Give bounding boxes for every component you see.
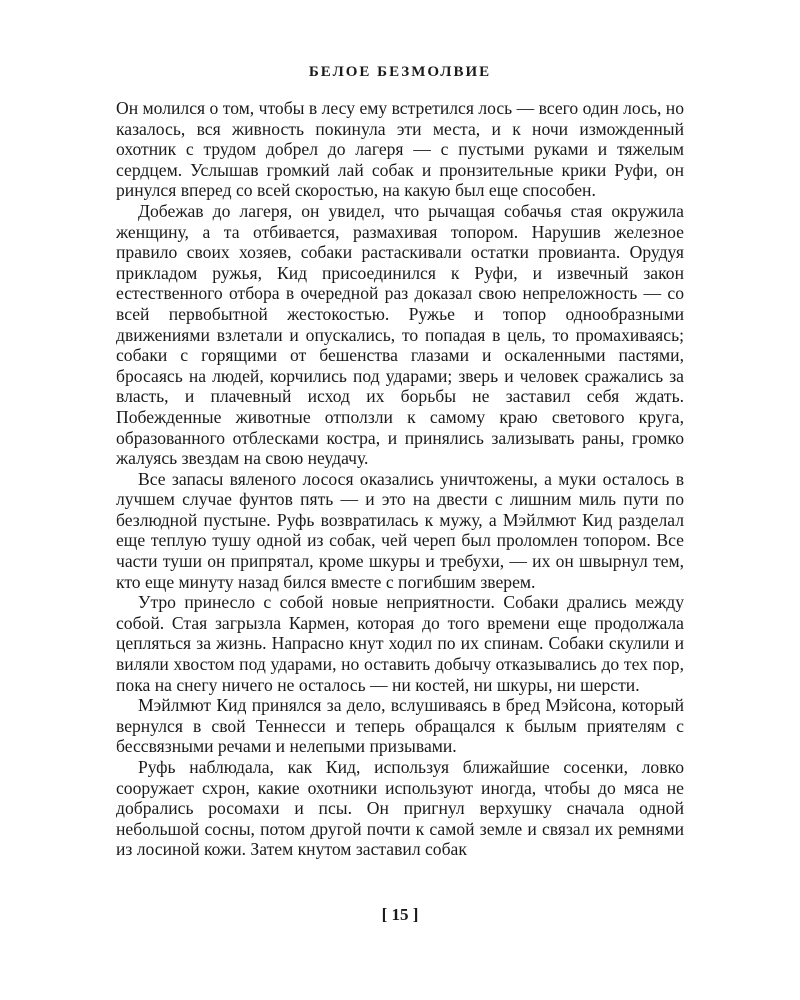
paragraph-1: Он молился о том, чтобы в лесу ему встретился лось — всего один лось, но казалось, вся живность покинула эти места, и к ночи изможденный охотник с трудом добрел до лагеря — с пустыми руками и тяжелым сердцем. Услышав громкий лай собак и пронзительные крики Руфи, он ринулся вперед со всей скоростью, на какую был еще способен. bbox=[116, 98, 684, 201]
paragraph-3: Все запасы вяленого лосося оказались уничтожены, а муки осталось в лучшем случае фунтов пять — и это на двести с лишним миль пути по безлюдной пустыне. Руфь возвратилась к мужу, а Мэйлмют Кид разделал еще теплую тушу одной из собак, чей череп был проломлен топором. Все части туши он припрятал, кроме шкуры и требухи, — их он швырнул тем, кто еще минуту назад бился вместе с погибшим зверем. bbox=[116, 468, 684, 592]
running-title: БЕЛОЕ БЕЗМОЛВИЕ bbox=[308, 64, 492, 80]
body-text bbox=[116, 98, 684, 860]
paragraph-6: Руфь наблюдала, как Кид, используя ближайшие сосенки, ловко сооружает схрон, какие охотники используют иногда, чтобы до мяса не добрались росомахи и псы. Он пригнул верхушку сначала одной небольшой сосны, потом другой почти к самой земле и связал их ремнями из лосиной кожи. Затем кнутом заставил собак bbox=[116, 757, 684, 860]
page-number: [ 15 ] bbox=[381, 905, 419, 924]
paragraph-5: Мэйлмют Кид принялся за дело, вслушиваясь в бред Мэйсона, который вернулся в свой Теннесси и теперь обращался к былым приятелям с бессвязными речами и нелепыми призывами. bbox=[116, 695, 684, 757]
paragraph-2: Добежав до лагеря, он увидел, что рычащая собачья стая окружила женщину, а та отбивается, размахивая топором. Нарушив железное правило своих хозяев, собаки растаскивали остатки провианта. Орудуя прикладом ружья, Кид присоединился к Руфи, и извечный закон естественного отбора в очередной раз доказал свою непреложность — со всей первобытной жестокостью. Ружье и топор однообразными движениями взлетали и опускались, то попадая в цель, то промахиваясь; собаки с горящими от бешенства глазами и оскаленными пастями, бросаясь на людей, корчились под ударами; зверь и человек сражались за власть, и плачевный исход их борьбы не заставил себя ждать. Побежденные животные отползли к самому краю светового круга, образованного отблесками костра, и принялись зализывать раны, громко жалуясь звездам на свою неудачу. bbox=[116, 200, 684, 469]
paragraph-4: Утро принесло с собой новые неприятности. Собаки дрались между собой. Стая загрызла Кармен, которая до того времени еще продолжала цепляться за жизнь. Напрасно кнут ходил по их спинам. Собаки скулили и виляли хвостом под ударами, но оставить добычу отказывались до тех пор, пока на снегу ничего не осталось — ни костей, ни шкуры, ни шерсти. bbox=[116, 592, 684, 695]
